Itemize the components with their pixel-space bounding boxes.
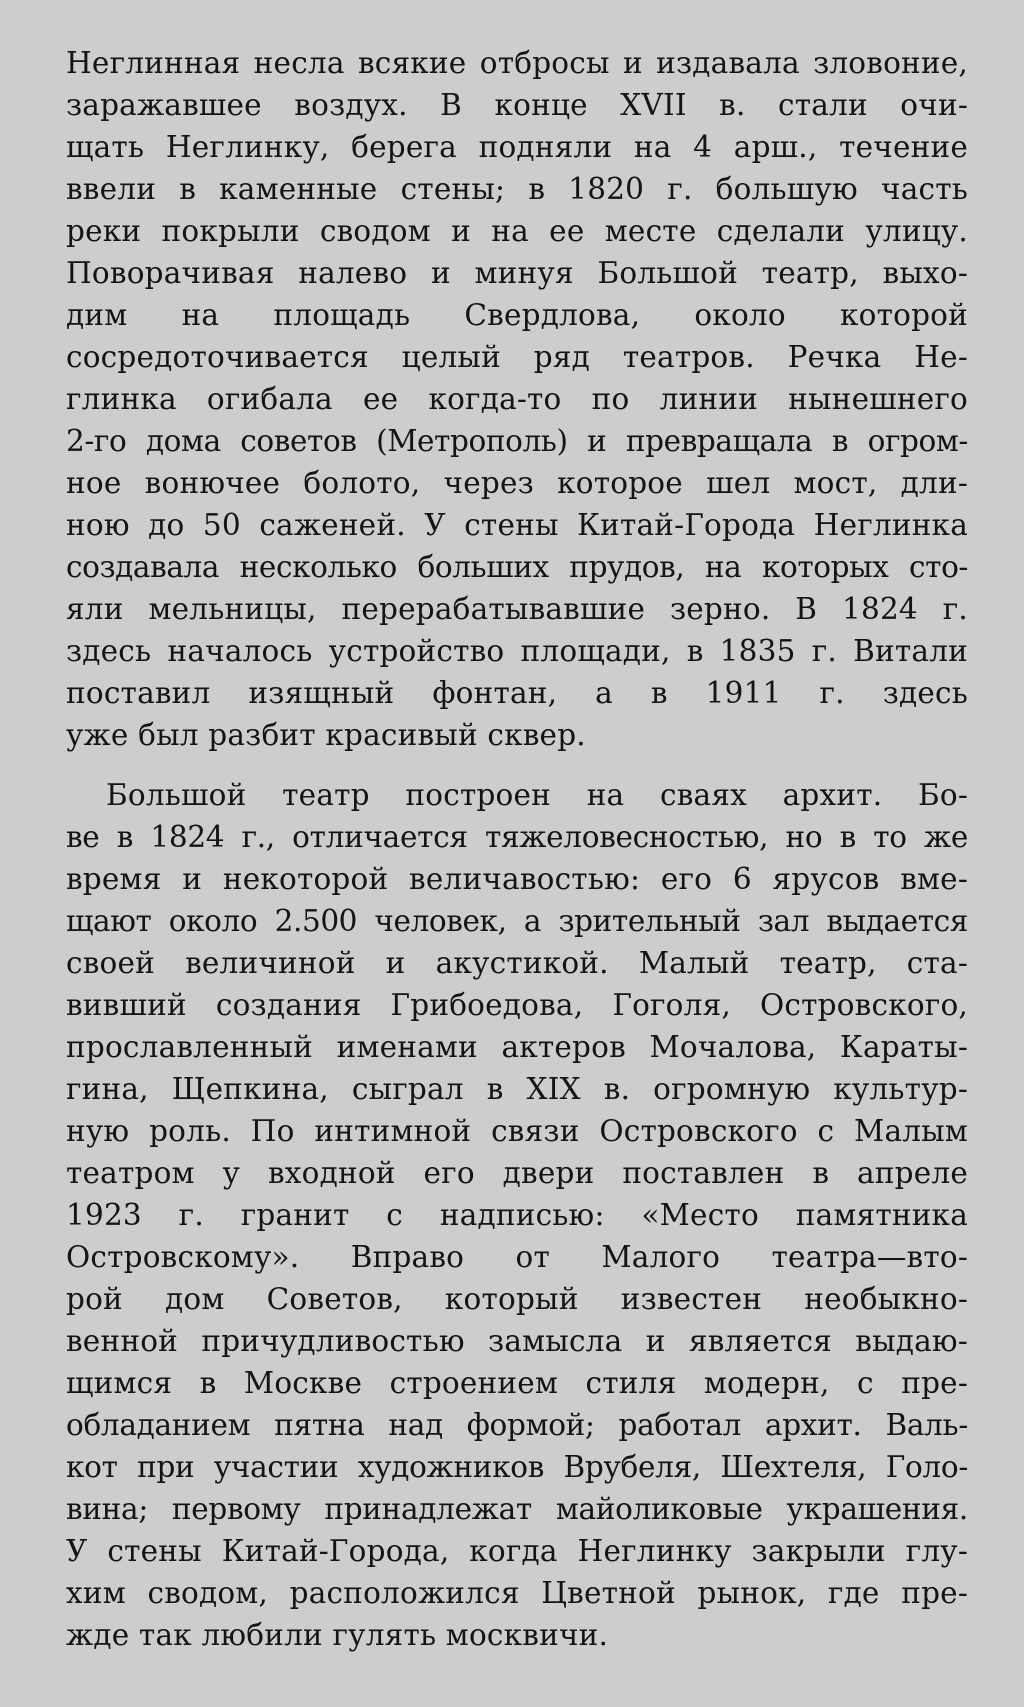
text-line: создавала несколько больших прудов, на которых сто- [66,550,968,584]
paragraph-2 [66,774,968,1656]
paragraph-1 [66,42,968,756]
text-line: уже был разбит красивый сквер. [66,718,586,752]
text-line: ною до 50 саженей. У стены Китай-Города Неглинка [66,508,968,542]
text-line: реки покрыли сводом и на ее месте сделали улицу. [66,214,968,248]
text-line: У стены Китай-Города, когда Неглинку закрыли глу- [66,1534,968,1568]
text-line: Неглинная несла всякие отбросы и издавала зловоние, [66,46,968,80]
text-line: Поворачивая налево и минуя Большой театр, выхо- [66,256,968,290]
text-line: вивший создания Грибоедова, Гоголя, Островского, [66,988,968,1022]
text-line: заражавшее воздух. В конце XVII в. стали очи- [66,88,968,122]
text-line: здесь началось устройство площади, в 1835 г. Витали [66,634,968,668]
text-line: яли мельницы, перерабатывавшие зерно. В 1824 г. [66,592,968,626]
text-line: ную роль. По интимной связи Островского с Малым [66,1114,968,1148]
text-line: сосредоточивается целый ряд театров. Речка Не- [66,340,968,374]
text-line: прославленный именами актеров Мочалова, Караты- [66,1030,968,1064]
text-line: ное вонючее болото, через которое шел мост, дли- [66,466,968,500]
text-line: щают около 2.500 человек, а зрительный зал выдается [66,904,968,938]
text-line: гина, Щепкина, сыграл в XIX в. огромную культур- [66,1072,968,1106]
text-line: хим сводом, расположился Цветной рынок, где пре- [66,1576,968,1610]
text-line: Большой театр построен на сваях архит. Бо- [106,778,968,812]
text-line: обладанием пятна над формой; работал архит. Валь- [66,1408,968,1442]
text-line: Островскому». Вправо от Малого театра—вто- [66,1240,968,1274]
text-line: кот при участии художников Врубеля, Шехтеля, Голо- [66,1450,968,1484]
text-line: 2-го дома советов (Метрополь) и превращала в огром- [66,424,968,458]
text-line: дим на площадь Свердлова, около которой [66,298,968,332]
text-line: театром у входной его двери поставлен в апреле [66,1156,968,1190]
text-line: жде так любили гулять москвичи. [66,1618,609,1652]
text-line: ве в 1824 г., отличается тяжеловесностью, но в то же [66,820,968,854]
text-line: поставил изящный фонтан, а в 1911 г. здесь [66,676,968,710]
text-line: вина; первому принадлежат майоликовые украшения. [66,1492,968,1526]
text-line: щимся в Москве строением стиля модерн, с пре- [66,1366,968,1400]
text-line: ввели в каменные стены; в 1820 г. большую часть [66,172,968,206]
text-line: время и некоторой величавостью: его 6 ярусов вме- [66,862,968,896]
text-line: своей величиной и акустикой. Малый театр, ста- [66,946,968,980]
text-line: щать Неглинку, берега подняли на 4 арш., течение [66,130,968,164]
text-line: рой дом Советов, который известен необыкно- [66,1282,968,1316]
text-line: венной причудливостью замысла и является выдаю- [66,1324,968,1358]
text-line: глинка огибала ее когда-то по линии нынешнего [66,382,968,416]
text-line: 1923 г. гранит с надписью: «Место памятника [66,1198,968,1232]
paragraph-spacer [66,756,968,774]
